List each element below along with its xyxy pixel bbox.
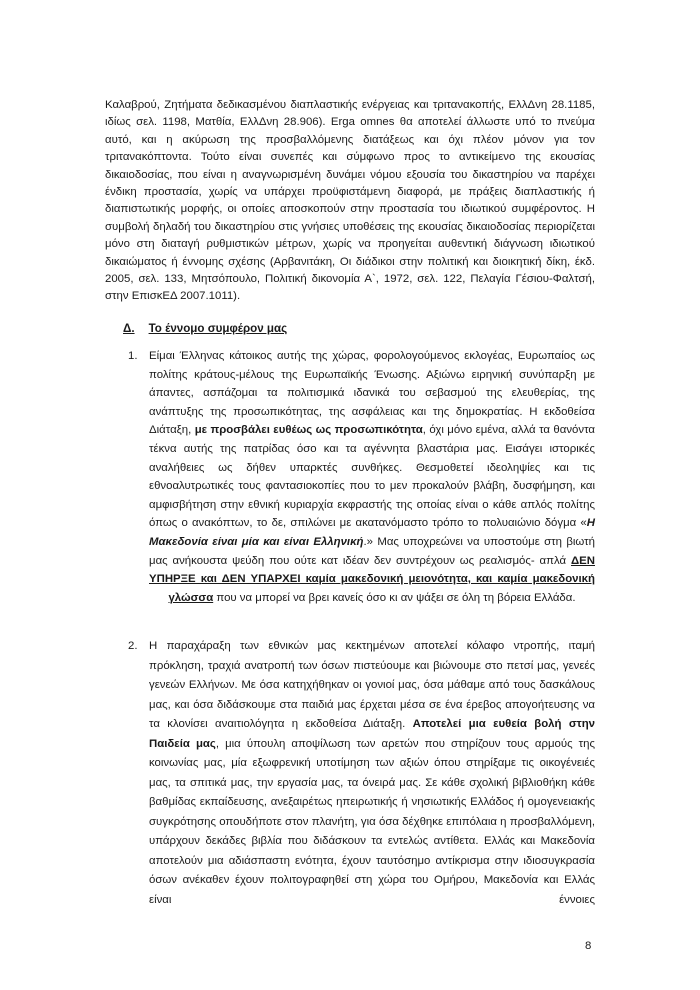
section-heading — [123, 322, 287, 335]
text-run: , όχι μόνο εμένα, αλλά τα θανόντα τέκνα αυτής της πατρίδας όσο και τα αγέννητα βλαστάρια μας. Εισάγει ιστορικές αναλήθειες ως δήθεν υπαρκτές συνθήκες. Θεσμοθετεί ιδεοληψίες και τις εθνοαλυτρωτικές τους φαντασιοκοπίες που το μεν προκαλούν βλάβη, δυσφήμηση, και αμφισβήτηση στην εθνική κυριαρχία εκφραστής της οποίας είναι ο κάθε απλός πολίτης όπως ο ανακόπτων, το δε, σπιλώνει με ακατανόμαστο τρόπο το πολυαιώνιο δόγμα « — [149, 424, 596, 530]
text-run: Η παραχάραξη των εθνικών μας κεκτημένων αποτελεί κόλαφο ντροπής, ιταμή πρόκληση, τραχιά ανατροπή των όσων πιστεύουμε και βιώνουμε στο πετσί μας, γενεές γενεών Ελλήνων. Με όσα κατηχήθηκαν οι γονιοί μας, όσα μάθαμε από τους δασκάλους μας, και όσα διδάσκουμε στα παιδιά μας έρχεται μέσα σε ένα έρεβος απογοήτευσης να τα κλονίσει αναιτιολόγητα η εκδοθείσα Διάταξη. — [149, 640, 595, 730]
bold-underlined-text: ΔΕΝ ΥΠΗΡΞΕ και ΔΕΝ ΥΠΑΡΧΕΙ καμία μακεδονική μειονότητα, και καμία μακεδονική γλώσσα — [149, 554, 595, 604]
list-item-text — [149, 637, 595, 910]
text-run: που να μπορεί να βρει κανείς όσο κι αν ψάξει σε όλη τη βόρεια Ελλάδα. — [213, 591, 576, 604]
bold-text: Αποτελεί μια ευθεία βολή στην Παιδεία μας — [149, 718, 595, 750]
bold-italic-quote: Η Μακεδονία είναι μία και είναι Ελληνική — [149, 517, 595, 548]
bold-text: με προσβάλει ευθέως ως προσωπικότητα — [194, 424, 423, 437]
list-item-text — [149, 347, 595, 607]
text-run: Είμαι Έλληνας κάτοικος αυτής της χώρας, φορολογούμενος εκλογέας, Ευρωπαίος ως πολίτης κράτους-μέλους της Ευρωπαϊκής Ένωσης. Αξιώνω ειρηνική συνύπαρξη με άπαντες, ασπάζομαι τα πολιτισμικά ιδανικά του σεβασμού της ελευθερίας, της ανάπτυξης της προσωπικότητας, της ασφάλειας και της δημοκρατίας. Η εκδοθείσα Διάταξη, — [149, 350, 595, 437]
list-item-number: 2. — [128, 640, 138, 652]
page-number: 8 — [585, 940, 592, 952]
list-item-1 — [105, 347, 595, 607]
list-item-2 — [105, 637, 595, 910]
text-run: .» Μας υποχρεώνει να υποστούμε στη βιωτή μας ανήκουστα ψεύδη που ούτε κατ ιδέαν δεν συντρέχουν ως ρεαλισμός- απλά — [149, 535, 595, 567]
list-item-number: 1. — [128, 350, 138, 362]
section-letter: Δ. — [123, 322, 135, 335]
section-title: Το έννομο συμφέρον μας — [148, 322, 288, 335]
intro-paragraph: Καλαβρού, Ζητήματα δεδικασμένου διαπλαστικής ενέργειας και τριτανακοπής, ΕλλΔνη 28.1185, ιδίως σελ. 1198, Ματθία, ΕλλΔνη 28.906). Erga omnes θα αποτελεί άλλωστε υπό το πνεύμα αυτό, και η ακύρωση της προσβαλλόμενης διατάξεως και όχι πλέον μόνον για τον τριτανακόπτοντα. Τούτο είναι συνεπές και σύμφωνο προς το αντικείμενο της εκουσίας δικαιοδοσίας, που είναι η αναγνωρισμένη δυνάμει νόμου εξουσία του δικαστηρίου να παρέχει ένδικη προστασία, χωρίς να υπάρχει προϋφιστάμενη διαφορά, με πράξεις διαπλαστικής ή διαπιστωτικής μορφής, οι οποίες αποσκοπούν στην προστασία του ιδιωτικού συμφέροντος. Η συμβολή δηλαδή του δικαστηρίου στις γνήσιες υποθέσεις της εκουσίας δικαιοδοσίας περιορίζεται μόνο στη διαταγή ρυθμιστικών μέτρων, χωρίς να προηγείται αυθεντική διάγνωση ιδιωτικού δικαιώματος ή έννομης σχέσης (Αρβανιτάκη, Οι διάδικοι στην πολιτική και διοικητική δίκη, έκδ. 2005, σελ. 133, Μητσόπουλο, Πολιτική δικονομία Α`, 1972, σελ. 122, Πελαγία Γέσιου-Φαλτσή, στην ΕπισκΕΔ 2007.1011). — [105, 99, 595, 303]
text-run: , μια ύπουλη αποψίλωση των αρετών που στηρίζουν τους αρμούς της κοινωνίας μας, μία εξωφρενική υποτίμηση των αξιών όπου στηρίξαμε τις οικογένειές μας, τα σπιτικά μας, την εργασία μας, τα όνειρά μας. Σε κάθε σχολική βιβλιοθήκη κάθε βαθμίδας εκπαίδευσης, ανεξαιρέτως ηπειρωτικής ή νησιωτικής Ελλάδος ή ομογενειακής συγκρότησης οπουδήποτε στον πλανήτη, για όσα δέχθηκε επιπόλαια η προσβαλλόμενη, υπάρχουν δεκάδες βιβλία που διδάσκουν τα εντελώς αντίθετα. Ελλάς και Μακεδονία αποτελούν μια αδιάσπαστη ενότητα, έχουν ταυτόσημο αντίκρισμα στην ιδιοσυγκρασία όσων ανέκαθεν έχουν πολιτογραφηθεί στη χώρα του Ομήρου, Μακεδονία και Ελλάς είναι έννοιες — [149, 737, 595, 906]
